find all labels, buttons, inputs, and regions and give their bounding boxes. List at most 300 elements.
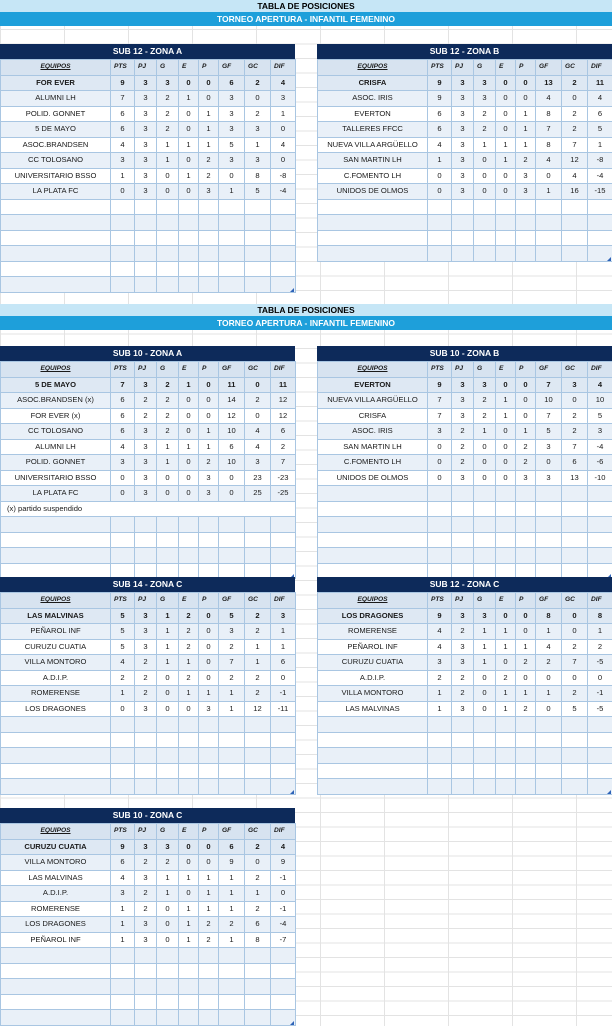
stat-cell: 1 [199,137,219,153]
empty-cell [271,717,296,733]
empty-row [1,948,296,964]
table-resize-handle[interactable] [290,790,294,794]
empty-cell [219,779,245,795]
header-row [1,593,296,609]
stat-cell: 4 [536,91,562,107]
empty-row [318,215,612,231]
team-name: ASOC.BRANDSEN [1,137,111,153]
stat-cell: 5 [588,408,612,424]
standings-grid [0,823,296,1026]
stat-cell: -7 [271,932,296,948]
team-name: CURUZU CUATIA [1,639,111,655]
empty-cell [588,486,612,502]
empty-cell [428,215,452,231]
team-name: CURUZU CUATIA [1,839,111,855]
empty-row [1,261,296,277]
empty-cell [428,548,452,564]
empty-cell [562,246,588,262]
empty-row [1,763,296,779]
stat-cell: 4 [536,639,562,655]
stat-cell: 2 [219,639,245,655]
table-row [1,855,296,871]
empty-cell [562,532,588,548]
empty-cell [219,246,245,262]
column-header: DIF [271,593,296,609]
empty-cell [318,779,428,795]
empty-cell [1,963,111,979]
empty-cell [271,199,296,215]
empty-cell [452,717,474,733]
stat-cell: 0 [219,486,245,502]
empty-cell [157,517,179,533]
stat-cell: 2 [516,153,536,169]
empty-cell [157,963,179,979]
stat-cell: 0 [536,701,562,717]
empty-cell [496,246,516,262]
stat-cell: 2 [452,424,474,440]
empty-row [1,1010,296,1026]
stat-cell: 2 [428,670,452,686]
stat-cell: 1 [199,886,219,902]
empty-cell [245,948,271,964]
empty-cell [536,717,562,733]
header-row [1,60,296,76]
empty-cell [199,261,219,277]
empty-cell [135,994,157,1010]
empty-cell [111,246,135,262]
stat-cell: 3 [135,917,157,933]
stat-cell: 2 [452,670,474,686]
stat-cell: 1 [157,439,179,455]
stat-cell: 3 [516,470,536,486]
stat-cell: 0 [474,168,496,184]
empty-cell [452,199,474,215]
column-header: PJ [135,824,157,840]
stat-cell: 0 [111,184,135,200]
empty-cell [452,246,474,262]
standings-grid [317,592,612,795]
stat-cell: 2 [516,701,536,717]
empty-cell [1,199,111,215]
stat-cell: 0 [496,91,516,107]
stat-cell: 3 [135,377,157,393]
stat-cell: 1 [157,655,179,671]
empty-cell [219,979,245,995]
table-resize-handle[interactable] [607,790,611,794]
stat-cell: 2 [245,624,271,640]
stat-cell: 7 [428,393,452,409]
empty-row [318,763,612,779]
stat-cell: 1 [536,624,562,640]
empty-cell [562,732,588,748]
stat-cell: 1 [428,153,452,169]
stat-cell: 1 [157,639,179,655]
table-row [1,393,296,409]
table-row [318,122,612,138]
table-row [1,91,296,107]
stat-cell: 0 [157,701,179,717]
stat-cell: 9 [111,75,135,91]
stat-cell: 12 [562,153,588,169]
empty-cell [536,486,562,502]
empty-cell [271,963,296,979]
empty-cell [1,1010,111,1026]
stat-cell: 0 [516,408,536,424]
stat-cell: 1 [157,624,179,640]
stat-cell: 7 [536,377,562,393]
stat-cell: -4 [588,168,612,184]
table-row [318,153,612,169]
stat-cell: 1 [179,932,199,948]
stat-cell: 3 [135,932,157,948]
table-row [1,486,296,502]
stat-cell: 1 [496,137,516,153]
stat-cell: 6 [111,393,135,409]
standings-grid [0,59,296,293]
stat-cell: 1 [496,701,516,717]
column-header: PTS [428,60,452,76]
empty-cell [157,717,179,733]
empty-cell [428,501,452,517]
column-header: P [199,60,219,76]
table-row [318,655,612,671]
team-name: CRISFA [318,408,428,424]
empty-cell [428,246,452,262]
stat-cell: 0 [562,608,588,624]
empty-cell [474,717,496,733]
table-row [318,701,612,717]
empty-cell [245,963,271,979]
empty-cell [562,517,588,533]
stat-cell: 3 [135,424,157,440]
stat-cell: 1 [157,455,179,471]
column-header: P [516,362,536,378]
empty-cell [536,779,562,795]
empty-cell [474,486,496,502]
column-header: GC [245,60,271,76]
stat-cell: 3 [135,870,157,886]
stat-cell: 6 [111,408,135,424]
empty-cell [562,501,588,517]
empty-cell [562,763,588,779]
stat-cell: 0 [157,486,179,502]
empty-cell [111,532,135,548]
stat-cell: 3 [428,424,452,440]
stat-cell: 0 [199,655,219,671]
empty-cell [199,277,219,293]
stat-cell: 2 [452,439,474,455]
note-row [1,501,296,517]
empty-cell [1,215,111,231]
team-name: SAN MARTIN LH [318,153,428,169]
stat-cell: 1 [474,137,496,153]
stat-cell: 0 [111,701,135,717]
empty-cell [318,486,428,502]
stat-cell: 3 [245,455,271,471]
stat-cell: 1 [111,932,135,948]
stat-cell: 9 [111,839,135,855]
stat-cell: 2 [157,393,179,409]
empty-row [318,230,612,246]
stat-cell: 0 [516,377,536,393]
column-header: P [199,593,219,609]
empty-cell [199,779,219,795]
empty-cell [111,548,135,564]
table-row [1,670,296,686]
team-name: NUEVA VILLA ARGÜELLO [318,137,428,153]
stat-cell: 2 [562,122,588,138]
stat-cell: 4 [588,91,612,107]
empty-cell [219,994,245,1010]
empty-row [1,215,296,231]
stat-cell: 1 [496,624,516,640]
stat-cell: 10 [588,393,612,409]
empty-cell [588,548,612,564]
empty-row [318,732,612,748]
stat-cell: 1 [496,639,516,655]
stat-cell: 1 [474,424,496,440]
stat-cell: -1 [271,901,296,917]
standings-banner-1 [0,0,612,26]
empty-cell [157,261,179,277]
table-title: SUB 12 - ZONA C [317,577,612,592]
stat-cell: 0 [562,393,588,409]
stat-cell: 1 [179,91,199,107]
stat-cell: 2 [135,408,157,424]
column-header: EQUIPOS [318,60,428,76]
stat-cell: 2 [157,855,179,871]
stat-cell: 0 [428,470,452,486]
stat-cell: 5 [588,122,612,138]
stat-cell: 12 [245,701,271,717]
stat-cell: 0 [428,439,452,455]
column-header: G [474,60,496,76]
column-header: GC [562,593,588,609]
table-row [1,106,296,122]
empty-cell [135,230,157,246]
stat-cell: 0 [199,75,219,91]
header-row [318,60,612,76]
team-name: LA PLATA FC [1,184,111,200]
column-header: G [474,593,496,609]
stat-cell: 0 [179,424,199,440]
stat-cell: 6 [271,655,296,671]
stat-cell: 0 [157,184,179,200]
stat-cell: 3 [452,75,474,91]
stat-cell: 3 [474,91,496,107]
stat-cell: 16 [562,184,588,200]
banner-subtitle: TORNEO APERTURA - INFANTIL FEMENINO [0,12,612,26]
team-name: A.D.I.P. [318,670,428,686]
header-row [1,362,296,378]
stat-cell: 0 [271,153,296,169]
team-name: LAS MALVINAS [1,870,111,886]
empty-cell [516,501,536,517]
empty-cell [271,230,296,246]
standings-table [0,346,295,579]
stat-cell: 4 [428,624,452,640]
empty-cell [179,532,199,548]
empty-row [318,199,612,215]
stat-cell: 6 [219,439,245,455]
stat-cell: 1 [474,655,496,671]
empty-cell [496,199,516,215]
stat-cell: 1 [179,168,199,184]
stat-cell: 8 [245,932,271,948]
stat-cell: 5 [219,608,245,624]
team-name: CURUZU CUATIA [318,655,428,671]
stat-cell: 3 [135,701,157,717]
stat-cell: 1 [199,686,219,702]
empty-cell [271,994,296,1010]
team-name: UNIVERSITARIO BSSO [1,168,111,184]
empty-cell [516,246,536,262]
column-header: G [157,60,179,76]
empty-row [1,994,296,1010]
stat-cell: 1 [157,137,179,153]
stat-cell: 2 [245,106,271,122]
stat-cell: 2 [111,670,135,686]
empty-cell [271,548,296,564]
stat-cell: 1 [588,137,612,153]
stat-cell: 2 [245,393,271,409]
empty-cell [516,517,536,533]
stat-cell: 0 [496,75,516,91]
empty-cell [219,763,245,779]
stat-cell: 2 [157,122,179,138]
empty-cell [1,246,111,262]
stat-cell: 6 [111,106,135,122]
empty-cell [496,732,516,748]
stat-cell: 1 [428,686,452,702]
stat-cell: 2 [179,608,199,624]
stat-cell: 1 [516,122,536,138]
stat-cell: 2 [245,839,271,855]
stat-cell: 3 [157,75,179,91]
stat-cell: 13 [562,470,588,486]
stat-cell: 2 [562,686,588,702]
stat-cell: 1 [245,886,271,902]
stat-cell: 0 [428,168,452,184]
empty-cell [1,948,111,964]
stat-cell: 0 [496,608,516,624]
stat-cell: 7 [536,122,562,138]
stat-cell: -1 [588,686,612,702]
stat-cell: 0 [496,470,516,486]
stat-cell: 7 [111,377,135,393]
stat-cell: 6 [111,855,135,871]
standings-table [0,44,295,293]
empty-cell [219,548,245,564]
stat-cell: 1 [516,686,536,702]
stat-cell: 7 [219,655,245,671]
stat-cell: 1 [219,701,245,717]
table-resize-handle[interactable] [607,257,611,261]
empty-cell [135,779,157,795]
empty-row [1,979,296,995]
empty-cell [199,517,219,533]
empty-cell [179,261,199,277]
header-row [318,362,612,378]
stat-cell: 9 [219,855,245,871]
empty-cell [245,779,271,795]
stat-cell: 3 [135,455,157,471]
empty-cell [318,501,428,517]
stat-cell: 0 [496,439,516,455]
empty-cell [199,215,219,231]
stat-cell: 2 [562,75,588,91]
stat-cell: 0 [157,470,179,486]
stat-cell: 10 [219,424,245,440]
empty-cell [157,532,179,548]
stat-cell: 4 [588,377,612,393]
empty-row [1,277,296,293]
table-row [1,184,296,200]
stat-cell: 0 [271,122,296,138]
stat-cell: 2 [179,639,199,655]
stat-cell: 2 [199,455,219,471]
standings-banner-2 [0,304,612,330]
stat-cell: 2 [135,686,157,702]
stat-cell: 14 [219,393,245,409]
team-name: POLID. GONNET [1,455,111,471]
column-header: E [496,362,516,378]
stat-cell: 7 [536,408,562,424]
stat-cell: 1 [474,639,496,655]
stat-cell: 0 [179,122,199,138]
stat-cell: 3 [135,153,157,169]
column-header: EQUIPOS [1,60,111,76]
empty-cell [588,501,612,517]
empty-cell [111,748,135,764]
standings-grid [0,592,296,795]
empty-cell [135,763,157,779]
team-name: ALUMNI LH [1,91,111,107]
empty-cell [496,532,516,548]
empty-cell [111,979,135,995]
team-name: CC TOLOSANO [1,153,111,169]
team-name: UNIDOS DE OLMOS [318,470,428,486]
stat-cell: 2 [135,655,157,671]
stat-cell: 1 [111,686,135,702]
stat-cell: 4 [536,153,562,169]
stat-cell: 0 [219,470,245,486]
table-row [318,670,612,686]
table-title: SUB 12 - ZONA A [0,44,295,59]
table-row [1,608,296,624]
stat-cell: 3 [474,377,496,393]
team-name: VILLA MONTORO [318,686,428,702]
empty-cell [474,779,496,795]
stat-cell: 1 [179,439,199,455]
stat-cell: 3 [588,424,612,440]
stat-cell: 0 [516,670,536,686]
team-name: LAS MALVINAS [318,701,428,717]
stat-cell: 3 [135,486,157,502]
empty-cell [1,779,111,795]
empty-cell [588,748,612,764]
table-resize-handle[interactable] [290,288,294,292]
empty-cell [245,732,271,748]
empty-cell [271,748,296,764]
table-row [1,470,296,486]
column-header: GC [562,362,588,378]
empty-cell [1,261,111,277]
stat-cell: 0 [199,670,219,686]
stat-cell: 0 [271,670,296,686]
column-header: EQUIPOS [1,362,111,378]
stat-cell: 0 [179,486,199,502]
